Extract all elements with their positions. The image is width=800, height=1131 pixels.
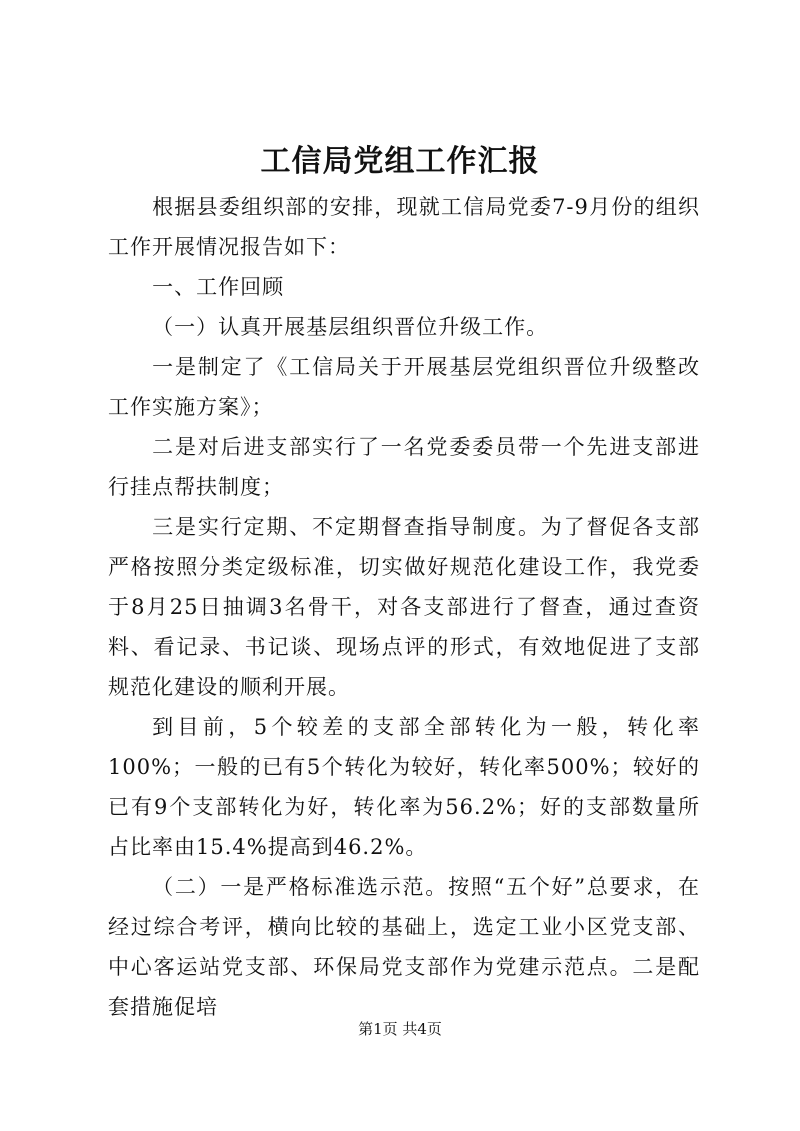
- subsection-2-paragraph: （二）一是严格标准选示范。按照“五个好”总要求，在经过综合考评，横向比较的基础上，选定工业小区党支部、中心客运站党支部、环保局党支部作为党建示范点。二是配套措施促培: [108, 875, 700, 1019]
- page-footer: 第1页 共4页: [358, 1020, 442, 1038]
- subsection-heading-1: （一）认真开展基层组织晋位升级工作。: [152, 315, 549, 339]
- paragraph-statistics: 到目前，5个较差的支部全部转化为一般，转化率100%；一般的已有5个转化为较好，转化率500%；较好的已有9个支部转化为好，转化率为56.2%；好的支部数量所占比率由15.4%提高到46.2%。: [108, 715, 700, 859]
- document-title: 工信局党组工作汇报: [260, 144, 540, 179]
- paragraph-intro: 根据县委组织部的安排，现就工信局党委7-9月份的组织工作开展情况报告如下：: [108, 195, 700, 259]
- section-heading-work-review: 一、工作回顾: [152, 275, 285, 299]
- paragraph-item-2: 二是对后进支部实行了一名党委委员带一个先进支部进行挂点帮扶制度；: [108, 435, 700, 499]
- paragraph-item-3: 三是实行定期、不定期督查指导制度。为了督促各支部严格按照分类定级标准，切实做好规范化建设工作，我党委于8月25日抽调3名骨干，对各支部进行了督查，通过查资料、看记录、书记谈、现场点评的形式，有效地促进了支部规范化建设的顺利开展。: [108, 515, 700, 699]
- document-body: [108, 187, 700, 1027]
- paragraph-item-1: 一是制定了《工信局关于开展基层党组织晋位升级整改工作实施方案》；: [108, 355, 700, 419]
